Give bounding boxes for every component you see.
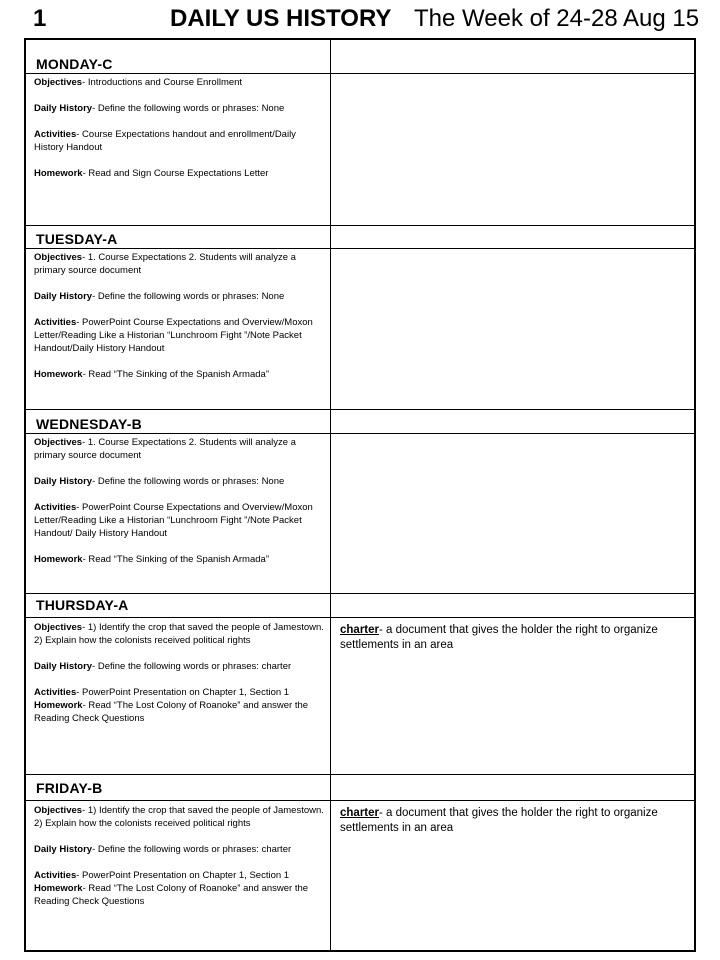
objectives-label: Objectives	[34, 437, 83, 448]
objectives-text: - 1) Identify the crop that saved the people of Jamestown. 2) Explain how the colonists received political rights	[34, 622, 324, 646]
row-divider	[26, 774, 694, 775]
term-definition: - a document that gives the holder the right to organize settlements in an area	[340, 807, 658, 834]
daily-history-label: Daily History	[34, 844, 93, 855]
day-label-thursday: THURSDAY-A	[36, 597, 129, 613]
row-divider	[26, 409, 694, 410]
term-charter: charter	[340, 624, 379, 636]
day-label-monday: MONDAY-C	[36, 56, 113, 72]
day-label-tuesday: TUESDAY-A	[36, 231, 118, 247]
homework-label: Homework	[34, 700, 83, 711]
homework-label: Homework	[34, 369, 83, 380]
row-divider	[26, 433, 694, 434]
day-details-monday	[34, 76, 324, 193]
row-divider	[26, 225, 694, 226]
row-divider	[26, 800, 694, 801]
activities-text: - PowerPoint Presentation on Chapter 1, Section 1	[76, 687, 290, 698]
day-details-tuesday	[34, 251, 324, 381]
activities-label: Activities	[34, 687, 77, 698]
page-title: DAILY US HISTORY	[170, 5, 392, 32]
term-definition: - a document that gives the holder the right to organize settlements in an area	[340, 624, 658, 651]
homework-text: - Read “The Lost Colony of Roanoke” and answer the Reading Check Questions	[34, 883, 309, 907]
week-label: The Week of 24-28 Aug 15	[414, 5, 700, 32]
objectives-label: Objectives	[34, 77, 83, 88]
homework-label: Homework	[34, 883, 83, 894]
daily-history-text: - Define the following words or phrases: charter	[92, 661, 292, 672]
objectives-text: - 1. Course Expectations 2. Students will analyze a primary source document	[34, 437, 296, 461]
objectives-label: Objectives	[34, 805, 83, 816]
homework-text: - Read “The Sinking of the Spanish Armada”	[82, 369, 269, 380]
activities-text: - PowerPoint Course Expectations and Overview/Moxon Letter/Reading Like a Historian “Lunchroom Fight ”/Note Packet Handout/Daily History Handout	[34, 317, 313, 354]
activities-label: Activities	[34, 129, 77, 140]
activities-text: - PowerPoint Presentation on Chapter 1, Section 1	[76, 870, 290, 881]
row-divider	[26, 593, 694, 594]
row-divider	[26, 617, 694, 618]
activities-text: - Course Expectations handout and enrollment/Daily History Handout	[34, 129, 296, 153]
schedule-table	[24, 38, 696, 952]
day-label-wednesday: WEDNESDAY-B	[36, 416, 142, 432]
daily-history-text: - Define the following words or phrases: None	[92, 291, 285, 302]
day-label-friday: FRIDAY-B	[36, 780, 103, 796]
row-divider	[26, 73, 694, 74]
daily-history-label: Daily History	[34, 291, 93, 302]
activities-label: Activities	[34, 317, 77, 328]
day-details-wednesday	[34, 436, 324, 566]
objectives-text: - Introductions and Course Enrollment	[82, 77, 243, 88]
homework-label: Homework	[34, 554, 83, 565]
term-charter: charter	[340, 807, 379, 819]
activities-text: - PowerPoint Course Expectations and Overview/Moxon Letter/Reading Like a Historian “Lunchroom Fight ”/Note Packet Handout/ Daily History Handout	[34, 502, 313, 539]
daily-history-label: Daily History	[34, 476, 93, 487]
daily-history-text: - Define the following words or phrases: None	[92, 476, 285, 487]
homework-label: Homework	[34, 168, 83, 179]
objectives-label: Objectives	[34, 622, 83, 633]
homework-text: - Read “The Sinking of the Spanish Armada”	[82, 554, 269, 565]
activities-label: Activities	[34, 870, 77, 881]
daily-history-text: - Define the following words or phrases: charter	[92, 844, 292, 855]
page-header	[0, 0, 720, 38]
objectives-text: - 1. Course Expectations 2. Students will analyze a primary source document	[34, 252, 296, 276]
homework-text: - Read “The Lost Colony of Roanoke” and answer the Reading Check Questions	[34, 700, 309, 724]
objectives-label: Objectives	[34, 252, 83, 263]
homework-text: - Read and Sign Course Expectations Letter	[82, 168, 269, 179]
definition-thursday	[340, 623, 680, 653]
objectives-text: - 1) Identify the crop that saved the people of Jamestown. 2) Explain how the colonists received political rights	[34, 805, 324, 829]
day-details-friday	[34, 804, 324, 908]
daily-history-label: Daily History	[34, 103, 93, 114]
activities-label: Activities	[34, 502, 77, 513]
page-number: 1	[33, 5, 47, 32]
daily-history-label: Daily History	[34, 661, 93, 672]
definition-friday	[340, 806, 680, 836]
row-divider	[26, 248, 694, 249]
day-details-thursday	[34, 621, 324, 725]
column-divider	[330, 40, 331, 950]
daily-history-text: - Define the following words or phrases: None	[92, 103, 285, 114]
